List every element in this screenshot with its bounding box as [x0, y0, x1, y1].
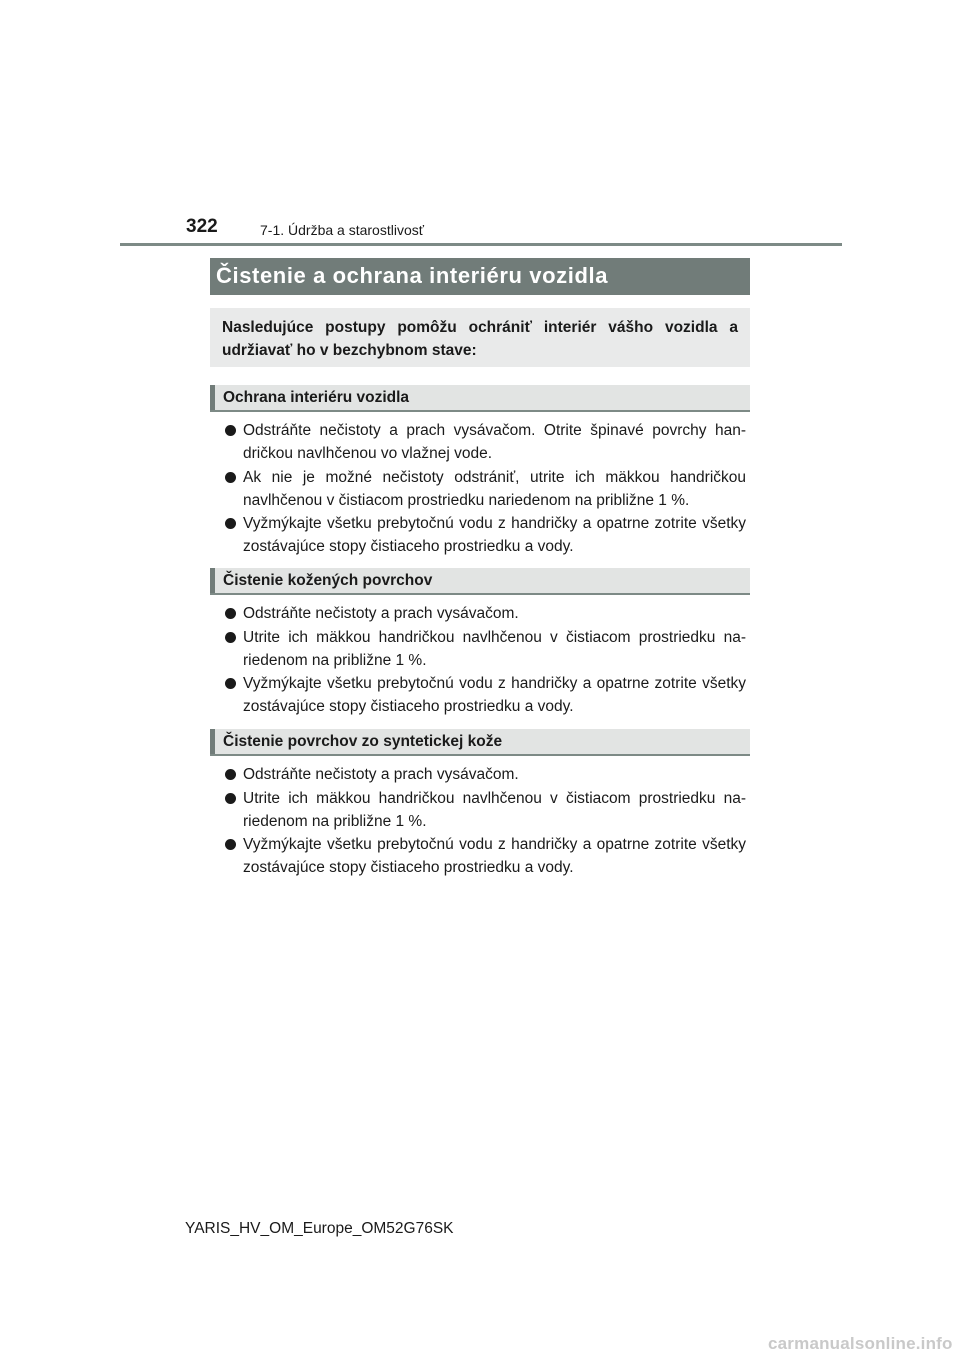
bullet-icon: [225, 472, 236, 483]
list-item-text: Ak nie je možné nečistoty odstrániť, utrite ich mäkkou handričkou navlhčenou v čistiacom prostriedku nariedenom na približne 1 %.: [243, 468, 746, 509]
bullet-icon: [225, 608, 236, 619]
list-item: [223, 672, 746, 718]
list-item: [223, 763, 746, 786]
list-item: [223, 787, 746, 833]
page-header: [0, 0, 960, 250]
list-item-text: Utrite ich mäkkou handričkou navlhčenou v čistiacom prostriedku nariedenom na približne 1 %.: [243, 789, 746, 830]
bullet-list-interior-protection: [223, 419, 746, 559]
list-item: [223, 419, 746, 465]
document-id: YARIS_HV_OM_Europe_OM52G76SK: [185, 1220, 454, 1237]
list-item-text: Vyžmýkajte všetku prebytočnú vodu z handričky a opatrne zotrite všetky zostávajúce stopy čistiaceho prostriedku a vody.: [243, 675, 746, 715]
section-reference: 7-1. Údržba a starostlivosť: [260, 222, 424, 238]
list-item-text: Odstráňte nečistoty a prach vysávačom.: [243, 766, 519, 783]
section-heading-leather: Čistenie kožených povrchov: [210, 568, 750, 595]
bullet-list-leather: [223, 602, 746, 719]
list-item-text: Odstráňte nečistoty a prach vysávačom.: [243, 605, 519, 622]
intro-box: Nasledujúce postupy pomôžu ochrániť interiér vášho vozidla a udržiavať ho v bezchybnom stave:: [210, 308, 750, 367]
bullet-list-synthetic-leather: [223, 763, 746, 880]
list-item-text: Vyžmýkajte všetku prebytočnú vodu z handričky a opatrne zotrite všetky zostávajúce stopy čistiaceho prostriedku a vody.: [243, 515, 746, 555]
bullet-icon: [225, 793, 236, 804]
page-title: Čistenie a ochrana interiéru vozidla: [210, 258, 750, 295]
list-item: [223, 466, 746, 512]
bullet-icon: [225, 632, 236, 643]
list-item: [223, 512, 746, 558]
list-item-text: Odstráňte nečistoty a prach vysávačom. Otrite špinavé povrchy handričkou navlhčenou vo vlažnej vode.: [243, 422, 746, 462]
list-item: [223, 626, 746, 672]
bullet-icon: [225, 678, 236, 689]
list-item: [223, 602, 746, 625]
bullet-icon: [225, 425, 236, 436]
list-item-text: Utrite ich mäkkou handričkou navlhčenou v čistiacom prostriedku nariedenom na približne 1 %.: [243, 628, 746, 669]
bullet-icon: [225, 518, 236, 529]
section-heading-synthetic-leather: Čistenie povrchov zo syntetickej kože: [210, 729, 750, 756]
watermark: carmanualsonline.info: [768, 1334, 953, 1353]
header-rule: [120, 243, 842, 246]
section-heading-interior-protection: Ochrana interiéru vozidla: [210, 385, 750, 412]
bullet-icon: [225, 769, 236, 780]
list-item: [223, 833, 746, 879]
bullet-icon: [225, 839, 236, 850]
page-number: 322: [186, 216, 218, 237]
list-item-text: Vyžmýkajte všetku prebytočnú vodu z handričky a opatrne zotrite všetky zostávajúce stopy čistiaceho prostriedku a vody.: [243, 836, 746, 876]
